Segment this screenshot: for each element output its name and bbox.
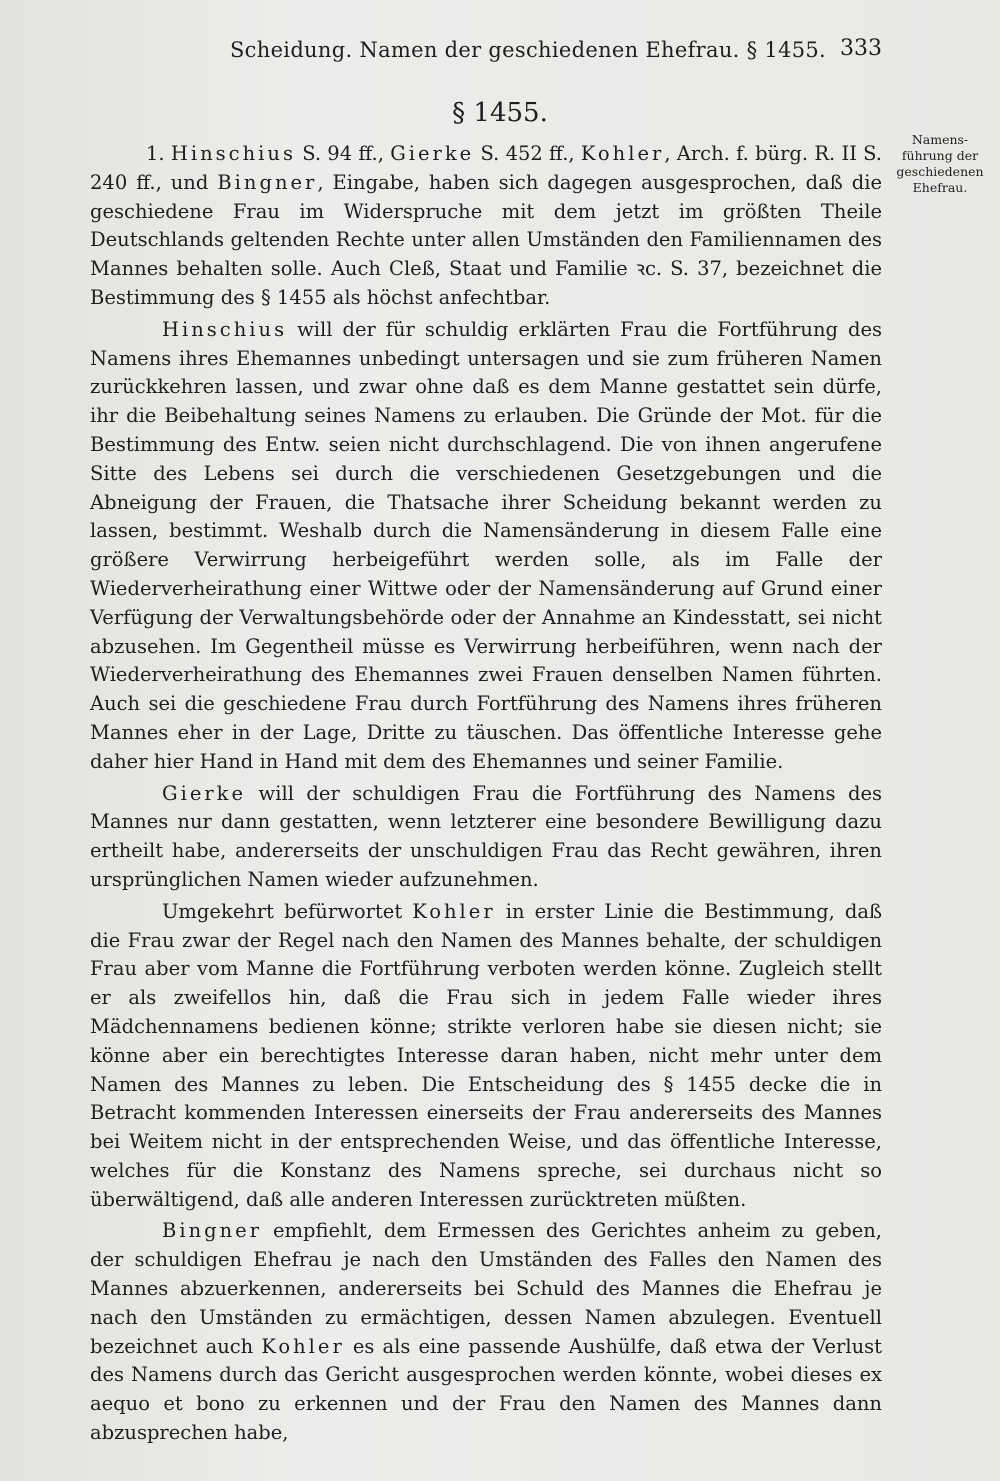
margin-note [884, 132, 996, 196]
page-number: 333 [840, 36, 882, 61]
author-name: Gierke [390, 142, 475, 165]
text-run: , Eingabe, haben sich dagegen ausgesprochen, daß die geschiedene Frau im Widerspruche mit dem jetzt im größten Theile Deutschlands geltenden Rechte unter allen Umständen den Familiennamen des Mannes behalten solle. Auch Cleß, Staat und Familie ꝛc. S. 37, bezeichnet die Bestimmung des § 1455 als höchst anfechtbar. [90, 170, 882, 309]
section-heading: § 1455. [452, 98, 548, 128]
author-name: Kohler [412, 899, 496, 923]
paragraph-1 [90, 140, 882, 313]
text-run: es als eine passende Aushülfe, daß etwa der Verlust des Namens durch das Gericht ausgesprochen werden könnte, wobei dieses ex aequo et bono zu erkennen und der Frau den Namen des Mannes dann abzusprechen habe, [90, 1334, 882, 1445]
running-head: Scheidung. Namen der geschiedenen Ehefrau. § 1455. [230, 38, 827, 62]
margin-note-line: Namens- [911, 132, 969, 147]
body-text [90, 140, 882, 1448]
text-run: Umgekehrt befürwortet [162, 899, 413, 923]
author-name: Gierke [162, 781, 247, 805]
margin-note-line: geschiedenen [896, 164, 984, 179]
text-run: in erster Linie die Bestimmung, daß die Frau zwar der Regel nach den Namen des Mannes behalte, der schuldigen Frau aber vom Manne die Fortführung verboten werden könne. Zugleich stellt er als zweifellos hin, daß die Frau sich in jedem Falle wieder ihres Mädchennamens bedienen könne; strikte verloren habe sie diesen nicht; sie könne aber ein berechtigtes Interesse daran haben, nicht mehr unter dem Namen des Mannes zu leben. Die Entscheidung des § 1455 decke die in Betracht kommenden Interessen einerseits der Frau andererseits des Mannes bei Weitem nicht in der entsprechenden Weise, und das öffentliche Interesse, welches für die Konstanz des Namens spreche, sei durchaus nicht so überwältigend, daß alle anderen Interessen zurücktreten müßten. [90, 899, 882, 1211]
author-name: Bingner [217, 170, 318, 194]
text-run: 1. [146, 142, 171, 165]
author-name: Hinschius [170, 142, 296, 165]
paragraph-3 [90, 780, 882, 895]
text-run: will der schuldigen Frau die Fortführung des Namens des Mannes nur dann gestatten, wenn letzterer eine besondere Bewilligung dazu ertheilt habe, andererseits der unschuldigen Frau das Recht gewähren, ihren ursprünglichen Namen wieder aufzunehmen. [90, 781, 882, 891]
author-name: Kohler [580, 142, 665, 165]
text-run: will der für schuldig erklärten Frau die Fortführung des Namens ihres Ehemannes unbedingt untersagen und sie zum früheren Namen zurückkehren lassen, und zwar ohne daß es dem Manne gestattet sein dürfe, ihr die Beibehaltung seines Namens zu erlauben. Die Gründe der Mot. für die Bestimmung des Entw. seien nicht durchschlagend. Die von ihnen angerufene Sitte des Lebens sei durch die verschiedenen Gesetzgebungen und die Abneigung der Frauen, die Thatsache ihrer Scheidung bekannt werden zu lassen, bestimmt. Weshalb durch die Namensänderung in diesem Falle eine größere Verwirrung herbeigeführt werden solle, als im Falle der Wiederverheirathung einer Wittwe oder der Namensänderung auf Grund einer Verfügung der Verwaltungsbehörde oder der Annahme an Kindesstatt, sei nicht abzusehen. Im Gegentheil müsse es Verwirrung herbeiführen, wenn nach der Wiederverheirathung des Ehemannes zwei Frauen denselben Namen führten. Auch sei die geschiedene Frau durch Fortführung des Namens ihres früheren Mannes eher in der Lage, Dritte zu täuschen. Das öffentliche Interesse gehe daher hier Hand in Hand mit dem des Ehemannes und seiner Familie. [90, 317, 882, 773]
text-run: , Arch. f. bürg. R. II S. 240 ff., und [90, 142, 883, 194]
text-run: empfiehlt, dem Ermessen des Gerichtes anheim zu geben, der schuldigen Ehefrau je nach den Umständen des Falles den Namen des Mannes abzuerkennen, andererseits bei Schuld des Mannes die Ehefrau je nach den Umständen zu ermächtigen, dessen Namen abzulegen. Eventuell bezeichnet auch [90, 1219, 882, 1358]
text-run: S. 94 ff., [295, 142, 391, 165]
author-name: Bingner [162, 1219, 263, 1243]
author-name: Kohler [261, 1334, 345, 1358]
text-run: S. 452 ff., [474, 142, 581, 165]
margin-note-line: Ehefrau. [912, 180, 968, 195]
margin-note-line: führung der [901, 148, 979, 163]
paragraph-2 [90, 316, 882, 777]
paragraph-5 [90, 1217, 882, 1447]
author-name: Hinschius [162, 317, 288, 341]
paragraph-4 [90, 898, 882, 1215]
